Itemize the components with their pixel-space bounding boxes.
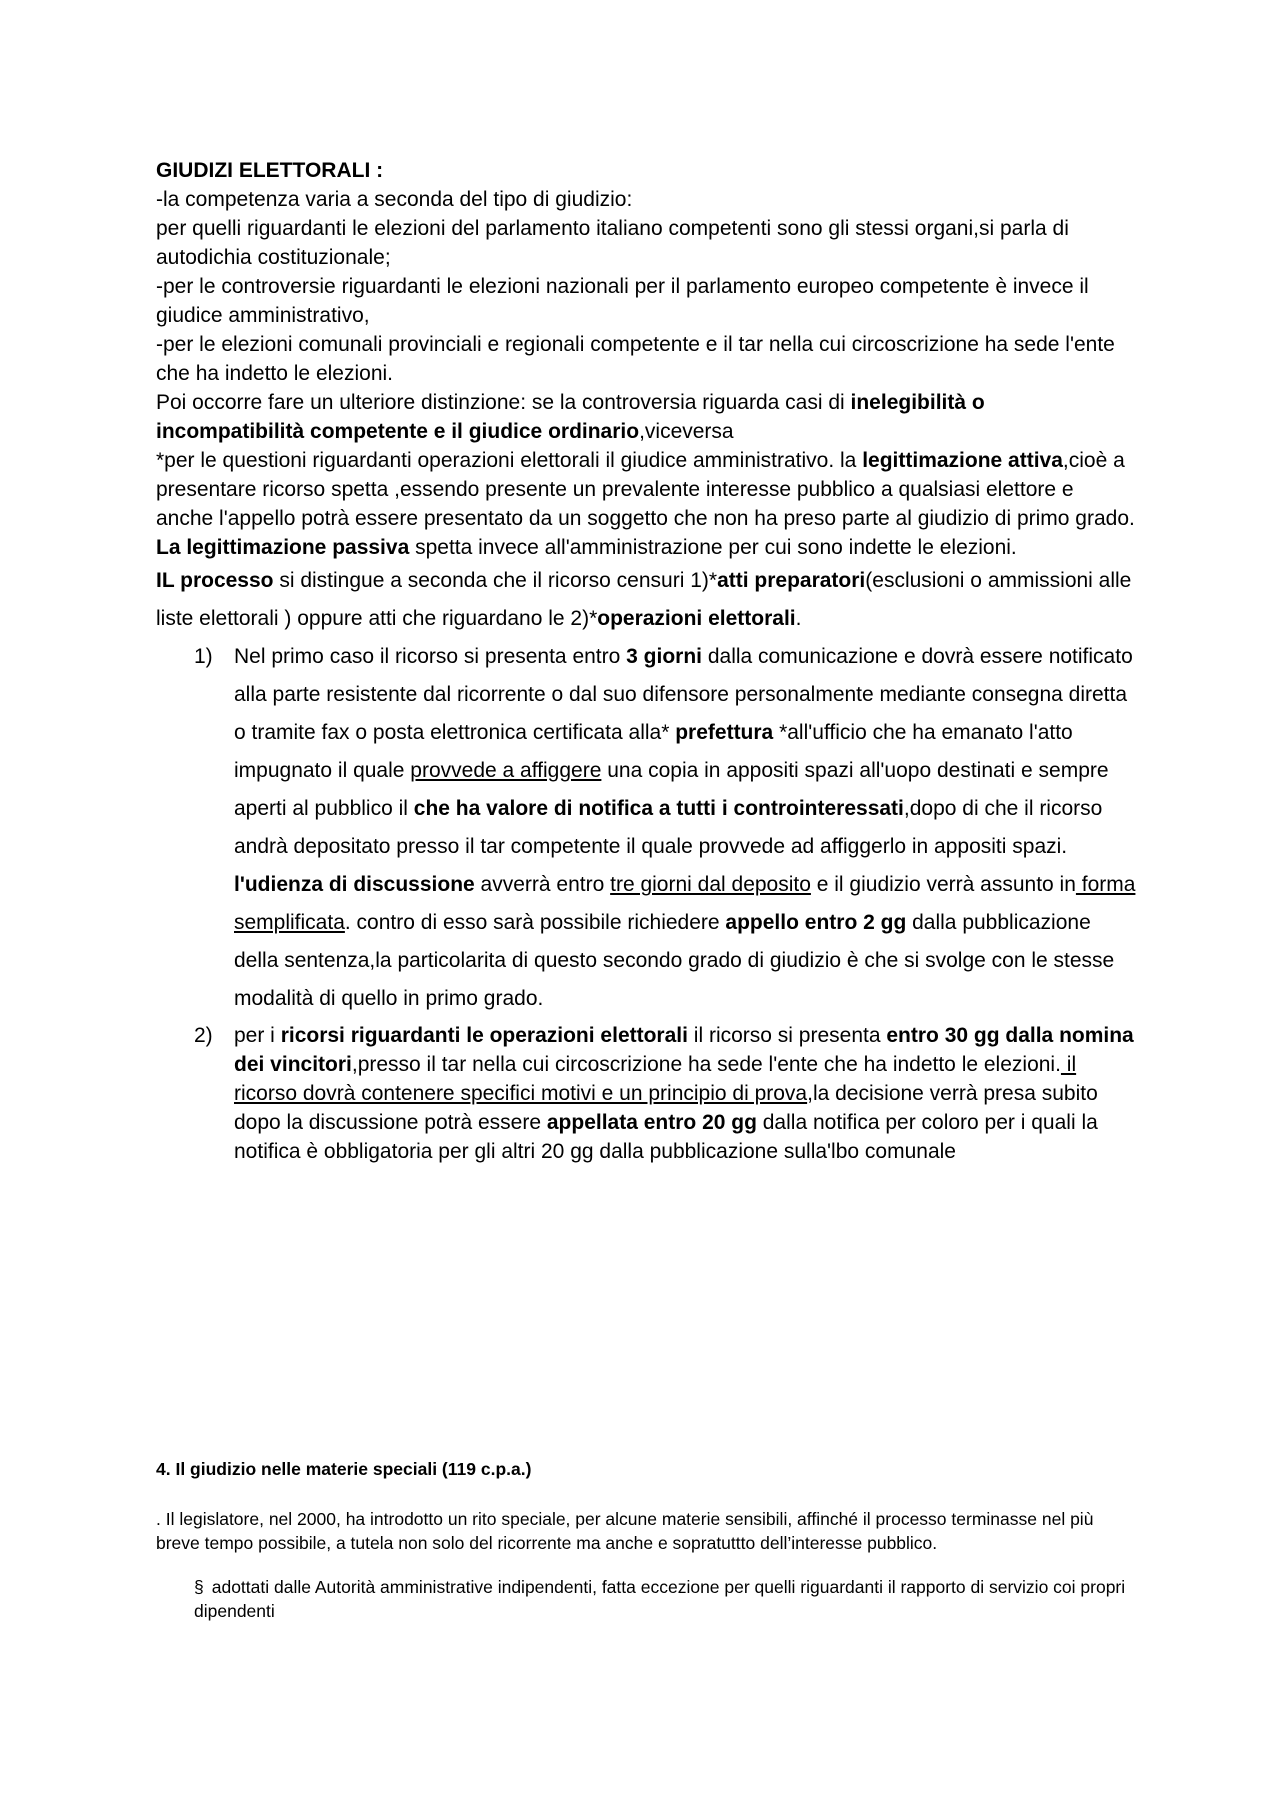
list-number: 2): [194, 1024, 213, 1047]
section-paragraph: . Il legislatore, nel 2000, ha introdotto un rito speciale, per alcune materie sensibili, affinché il processo terminasse nel più breve tempo possibile, a tutela non solo del ricorrente ma anche e sopratuttto dell’interesse pubblico.: [156, 1509, 1094, 1553]
process-paragraph: IL processo si distingue a seconda che il ricorso censuri 1)*atti preparatori(esclusioni o ammissioni alle liste elettorali ) oppure atti che riguardano le 2)*operazioni elettorali.: [156, 569, 1132, 630]
section-sign-icon: §: [194, 1577, 204, 1597]
distinction-paragraph: Poi occorre fare un ulteriore distinzione: se la controversia riguarda casi di inelegibilità o incompatibilità competente e il giudice ordinario,viceversa: [156, 391, 985, 443]
legittimazione-paragraph: *per le questioni riguardanti operazioni elettorali il giudice amministrativo. la legittimazione attiva,cioè a presentare ricorso spetta ,essendo presente un prevalente interesse pubblico a qualsiasi elettore e anche l'appello potrà essere presentato da un soggetto che non ha preso parte al giudizio di primo grado. La legittimazione passiva spetta invece all'amministrazione per cui sono indette le elezioni.: [156, 449, 1135, 559]
intro-line-1: -la competenza varia a seconda del tipo di giudizio:: [156, 188, 633, 211]
process-list: [156, 638, 1136, 1166]
intro-line-3: -per le controversie riguardanti le elezioni nazionali per il parlamento europeo competente è invece il giudice amministrativo,: [156, 275, 1089, 327]
list-item-electoral-operations: 2) per i ricorsi riguardanti le operazioni elettorali il ricorso si presenta entro 30 gg dalla nomina dei vincitori,presso il tar nella cui circoscrizione ha sede l'ente che ha indetto le elezioni. il ricorso dovrà contenere specifici motivi e un principio di prova,la decisione verrà presa subito dopo la discussione potrà essere appellata entro 20 gg dalla notifica per coloro per i quali la notifica è obbligatoria per gli altri 20 gg dalla pubblicazione sulla'lbo comunale: [156, 1021, 1136, 1166]
section-heading: 4. Il giudizio nelle materie speciali (119 c.p.a.): [156, 1459, 532, 1479]
list-item-preparatory-acts: 1) Nel primo caso il ricorso si presenta entro 3 giorni dalla comunicazione e dovrà essere notificato alla parte resistente dal ricorrente o dal suo difensore personalmente mediante consegna diretta o tramite fax o posta elettronica certificata alla* prefettura *all'ufficio che ha emanato l'atto impugnato il quale provvede a affiggere una copia in appositi spazi all'uopo destinati e sempre aperti al pubblico il che ha valore di notifica a tutti i controinteressati,dopo di che il ricorso andrà depositato presso il tar competente il quale provvede ad affiggerlo in appositi spazi. l'udienza di discussione avverrà entro tre giorni dal deposito e il giudizio verrà assunto in forma semplificata. contro di esso sarà possibile richiedere appello entro 2 gg dalla pubblicazione della sentenza,la particolarita di questo secondo grado di giudizio è che si svolge con le stesse modalità di quello in primo grado.: [156, 638, 1136, 1018]
intro-line-2: per quelli riguardanti le elezioni del parlamento italiano competenti sono gli stessi organi,si parla di autodichia costituzionale;: [156, 217, 1069, 269]
main-text-block: [156, 156, 1136, 1166]
intro-line-4: -per le elezioni comunali provinciali e regionali competente e il tar nella cui circoscrizione ha sede l'ente che ha indetto le elezioni.: [156, 333, 1115, 385]
section-special-matters: [156, 1457, 1136, 1623]
section-bullet: § adottati dalle Autorità amministrative indipendenti, fatta eccezione per quelli riguardanti il rapporto di servizio coi propri dipendenti: [194, 1577, 1126, 1621]
list-number: 1): [194, 645, 213, 668]
document-title: GIUDIZI ELETTORALI :: [156, 159, 384, 182]
